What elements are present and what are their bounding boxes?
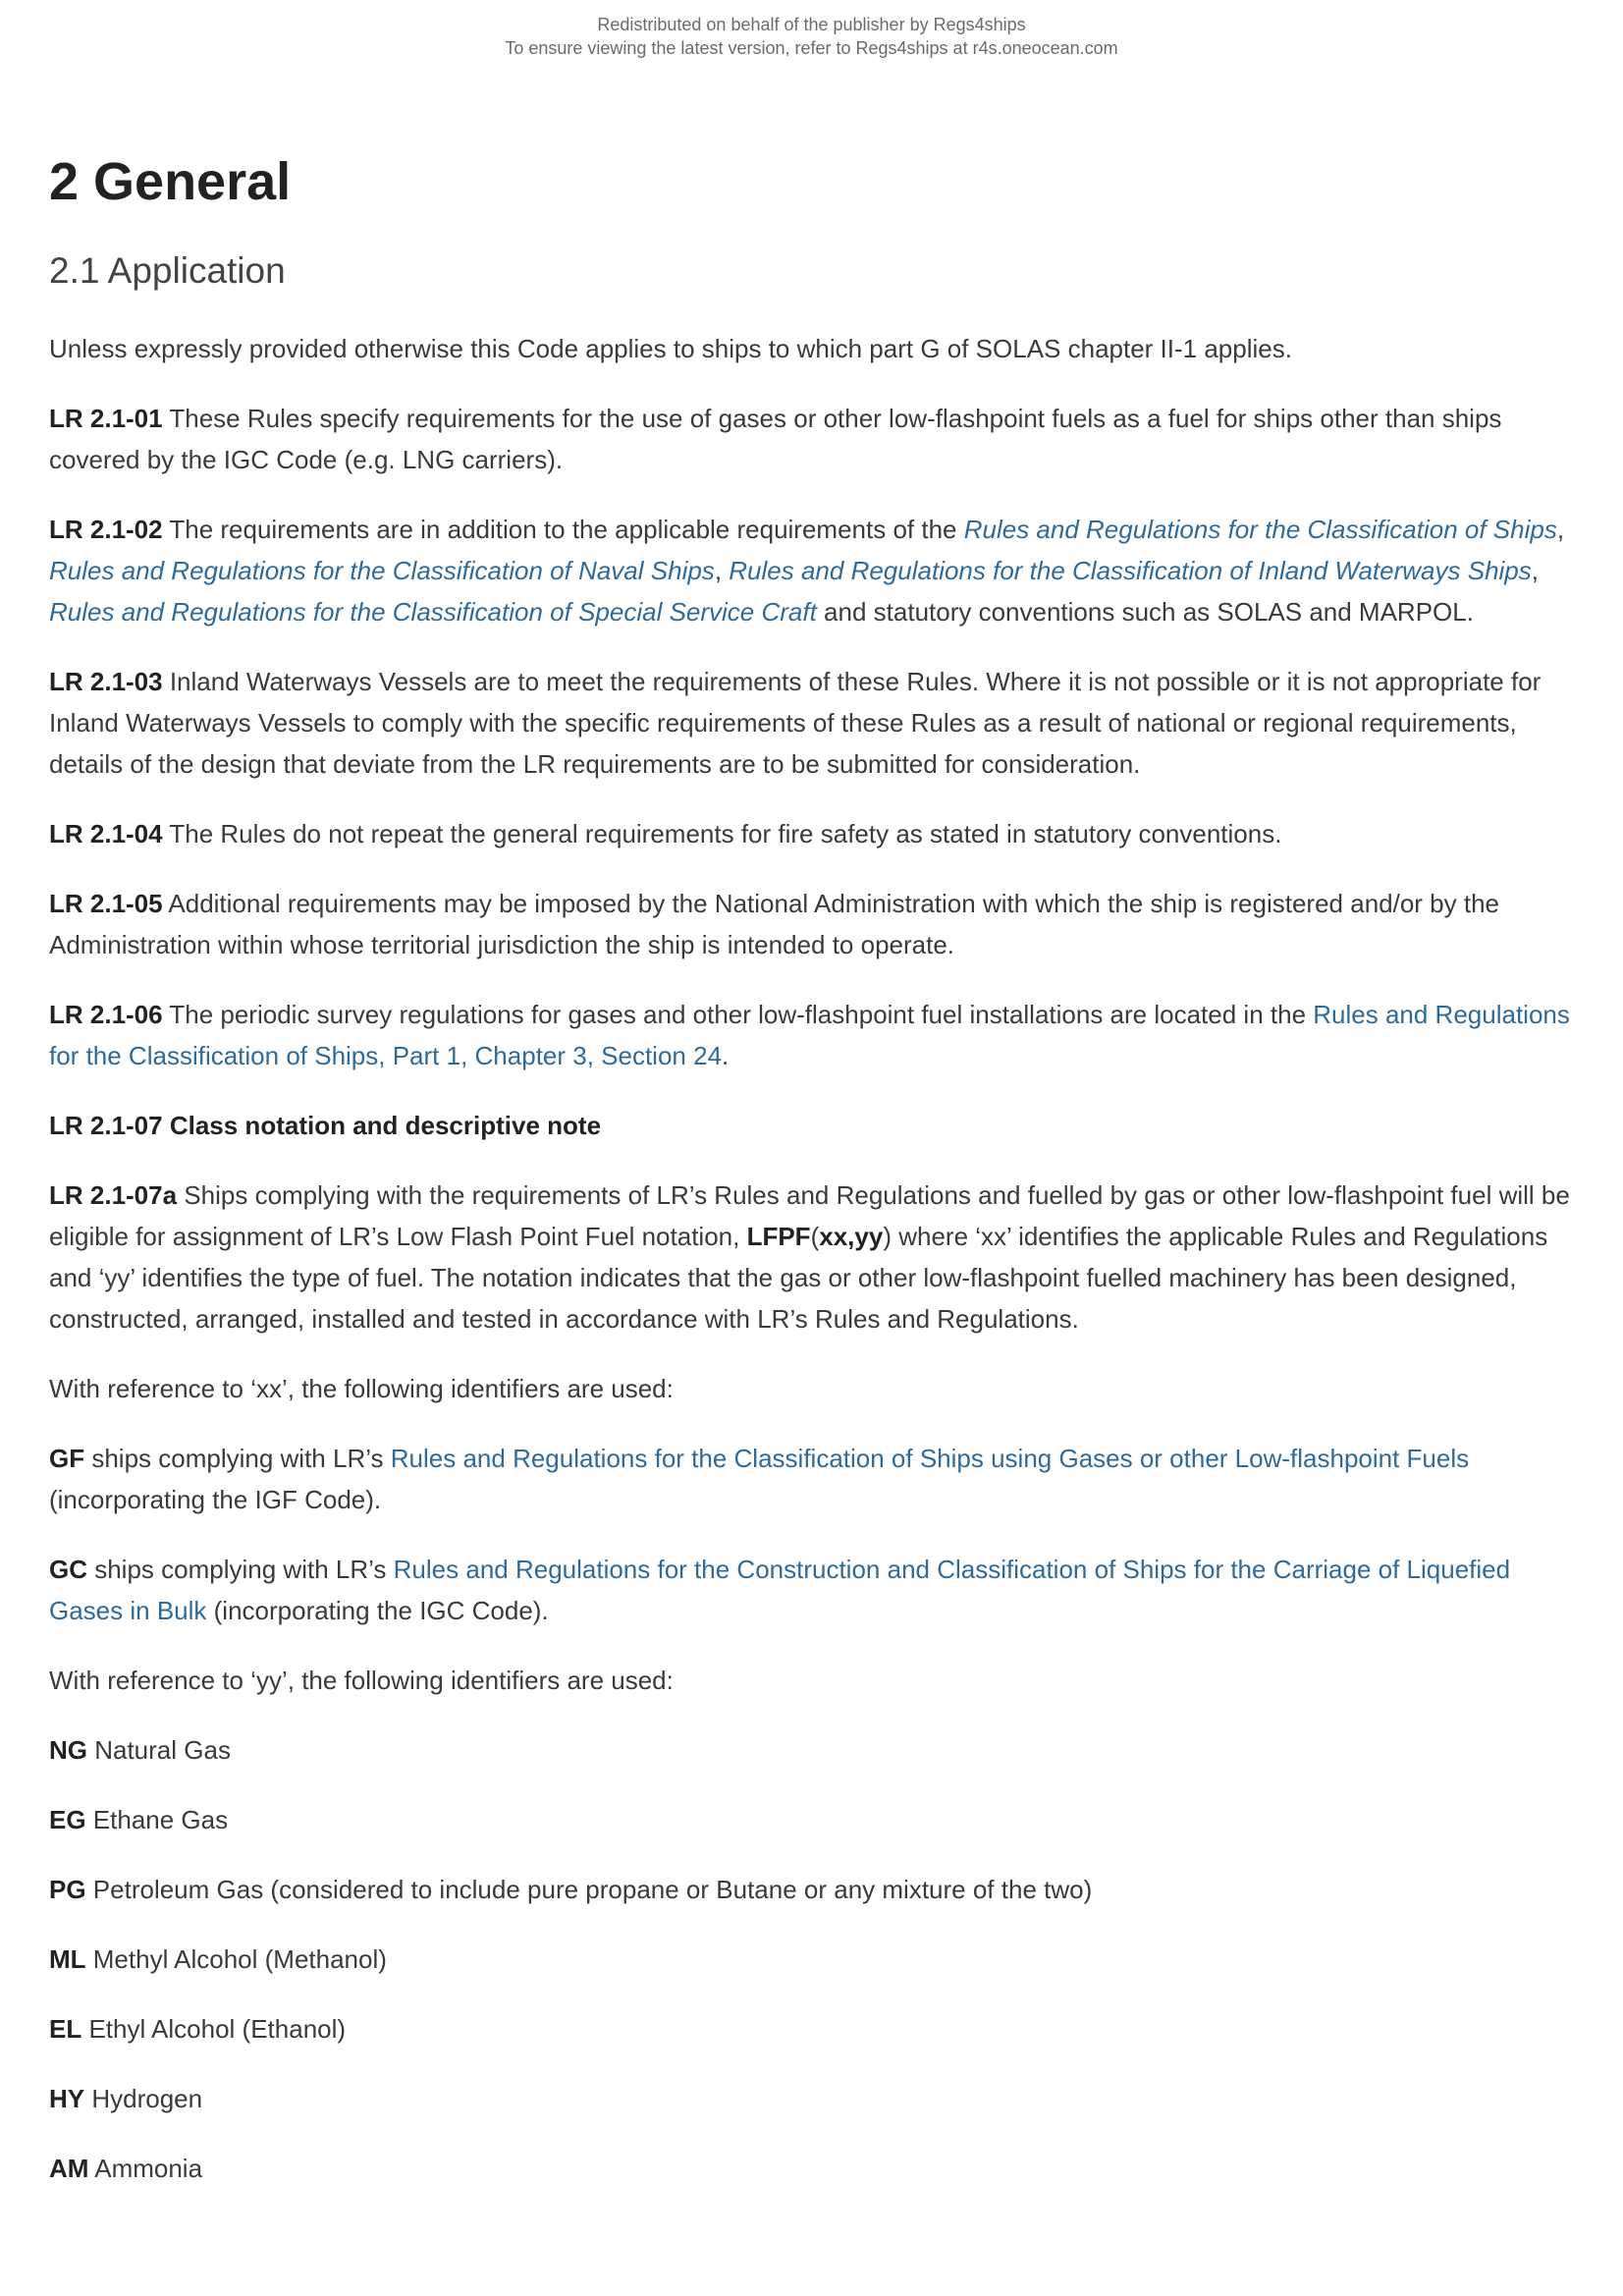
paragraph-text: The periodic survey regulations for gases and other low-flashpoint fuel installations are located in the bbox=[162, 1000, 1314, 1029]
fuel-item bbox=[49, 2078, 1581, 2119]
paragraph-id: LR 2.1-04 bbox=[49, 819, 163, 848]
paragraph-lr-2-1-07a bbox=[49, 1175, 1581, 1339]
fuel-item bbox=[49, 1729, 1581, 1771]
xx-intro: With reference to ‘xx’, the following identifiers are used: bbox=[49, 1374, 674, 1403]
identifier-code: GF bbox=[49, 1444, 85, 1473]
paragraph-text: Additional requirements may be imposed by the National Administration with which the ship is registered and/or by the Administration within whose territorial jurisdiction the ship is intended to operate. bbox=[49, 889, 1500, 959]
fuel-item bbox=[49, 1799, 1581, 1840]
separator: , bbox=[1556, 515, 1565, 544]
fuel-item bbox=[49, 1939, 1581, 1980]
paragraph-text: The requirements are in addition to the applicable requirements of the bbox=[162, 515, 964, 544]
fuel-code: PG bbox=[49, 1875, 86, 1904]
paragraph-lr-2-1-07 bbox=[49, 1105, 1581, 1146]
fuel-name: Hydrogen bbox=[84, 2084, 203, 2113]
fuel-code: ML bbox=[49, 1944, 86, 1974]
paragraph-text: These Rules specify requirements for the use of gases or other low-flashpoint fuels as a fuel for ships other than ships covered by the IGC Code (e.g. LNG carriers). bbox=[49, 404, 1502, 474]
fuel-code: EG bbox=[49, 1805, 86, 1834]
fuel-name: Ethane Gas bbox=[85, 1805, 229, 1834]
link-rules-naval-ships[interactable]: Rules and Regulations for the Classification of Naval Ships bbox=[49, 556, 715, 585]
paragraph-id: LR 2.1-01 bbox=[49, 404, 163, 433]
fuel-name: Methyl Alcohol (Methanol) bbox=[85, 1944, 387, 1974]
identifier-gc bbox=[49, 1549, 1581, 1631]
yy-intro: With reference to ‘yy’, the following identifiers are used: bbox=[49, 1666, 674, 1695]
fuel-name: Ammonia bbox=[88, 2154, 203, 2183]
paragraph-title: Class notation and descriptive note bbox=[162, 1111, 602, 1140]
separator: , bbox=[1531, 556, 1540, 585]
identifier-text: (incorporating the IGF Code). bbox=[49, 1485, 382, 1514]
fuel-name: Petroleum Gas (considered to include pure propane or Butane or any mixture of the two) bbox=[85, 1875, 1093, 1904]
page-bottom-clip bbox=[0, 2222, 1623, 2296]
redistribution-banner bbox=[0, 13, 1623, 60]
banner-line-2: To ensure viewing the latest version, refer to Regs4ships at r4s.oneocean.com bbox=[505, 38, 1118, 58]
fuel-item bbox=[49, 2148, 1581, 2189]
paragraph-id: LR 2.1-03 bbox=[49, 667, 163, 696]
identifier-text: ships complying with LR’s bbox=[84, 1444, 391, 1473]
fuel-code: HY bbox=[49, 2084, 85, 2113]
notation-paren-close: ) bbox=[883, 1222, 892, 1251]
fuel-item bbox=[49, 2008, 1581, 2050]
link-rules-special-service-craft[interactable]: Rules and Regulations for the Classification of Special Service Craft bbox=[49, 597, 817, 627]
paragraph-lr-2-1-02 bbox=[49, 509, 1581, 632]
paragraph-id: LR 2.1-05 bbox=[49, 889, 163, 918]
paragraph-lr-2-1-05 bbox=[49, 883, 1581, 965]
subsection-heading: 2.1 Application bbox=[49, 250, 286, 291]
link-rules-inland-waterways-ships[interactable]: Rules and Regulations for the Classification of Inland Waterways Ships bbox=[729, 556, 1532, 585]
fuel-code: NG bbox=[49, 1735, 87, 1765]
identifier-text: ships complying with LR’s bbox=[87, 1555, 394, 1584]
link-survey-regulations[interactable]: Rules and Regulations for the Classification of Ships, Part 1, Chapter 3, Section 24 bbox=[49, 1000, 1570, 1070]
identifier-text: (incorporating the IGC Code). bbox=[206, 1596, 549, 1625]
paragraph-id: LR 2.1-07a bbox=[49, 1180, 178, 1210]
fuel-code: AM bbox=[49, 2154, 89, 2183]
fuel-code: EL bbox=[49, 2014, 82, 2044]
section-heading: 2 General bbox=[49, 152, 292, 211]
link-rules-gases-low-flashpoint-fuels[interactable]: Rules and Regulations for the Classification of Ships using Gases or other Low-flashpoint Fuels bbox=[390, 1444, 1470, 1473]
link-rules-liquefied-gases-bulk[interactable]: Rules and Regulations for the Construction and Classification of Ships for the Carriage of Liquefied Gases in Bulk bbox=[49, 1555, 1511, 1625]
paragraph-id: LR 2.1-02 bbox=[49, 515, 163, 544]
paragraph-lr-2-1-04 bbox=[49, 813, 1581, 854]
notation-paren-open: ( bbox=[810, 1222, 820, 1251]
paragraph-text: and statutory conventions such as SOLAS and MARPOL. bbox=[816, 597, 1474, 627]
paragraph-lr-2-1-01 bbox=[49, 398, 1581, 480]
paragraph-lr-2-1-06 bbox=[49, 994, 1581, 1076]
fuel-name: Natural Gas bbox=[87, 1735, 231, 1765]
fuel-item bbox=[49, 1869, 1581, 1910]
identifier-gf bbox=[49, 1438, 1581, 1520]
paragraph-id: LR 2.1-06 bbox=[49, 1000, 163, 1029]
paragraph-text: . bbox=[722, 1041, 730, 1070]
separator: , bbox=[714, 556, 730, 585]
paragraph-text: The Rules do not repeat the general requirements for fire safety as stated in statutory conventions. bbox=[162, 819, 1282, 848]
notation-xx-yy: xx,yy bbox=[819, 1222, 884, 1251]
paragraph-id: LR 2.1-07 bbox=[49, 1111, 163, 1140]
notation-lfpf: LFPF bbox=[746, 1222, 811, 1251]
paragraph-text: where ‘xx’ identifies the applicable Rules and Regulations and ‘yy’ identifies the type of fuel. The notation indicates that the gas or other low-flashpoint fuelled machinery has been designed, constructed, arranged, installed and tested in accordance with LR’s Rules and Regulations. bbox=[49, 1222, 1548, 1334]
banner-line-1: Redistributed on behalf of the publisher by Regs4ships bbox=[597, 15, 1026, 34]
fuel-name: Ethyl Alcohol (Ethanol) bbox=[81, 2014, 347, 2044]
identifier-code: GC bbox=[49, 1555, 87, 1584]
paragraph-lr-2-1-03 bbox=[49, 661, 1581, 785]
link-rules-classification-ships[interactable]: Rules and Regulations for the Classification of Ships bbox=[963, 515, 1557, 544]
paragraph-text: Ships complying with the requirements of LR’s Rules and Regulations and fuelled by gas or other low-flashpoint fuel will be eligible for assignment of LR’s Low Flash Point Fuel notation, bbox=[49, 1180, 1570, 1251]
document-body bbox=[49, 147, 1581, 2189]
intro-paragraph: Unless expressly provided otherwise this Code applies to ships to which part G of SOLAS chapter II-1 applies. bbox=[49, 334, 1292, 363]
paragraph-text: Inland Waterways Vessels are to meet the requirements of these Rules. Where it is not possible or it is not appropriate for Inland Waterways Vessels to comply with the specific requirements of these Rules as a result of national or regional requirements, details of the design that deviate from the LR requirements are to be submitted for consideration. bbox=[49, 667, 1542, 779]
